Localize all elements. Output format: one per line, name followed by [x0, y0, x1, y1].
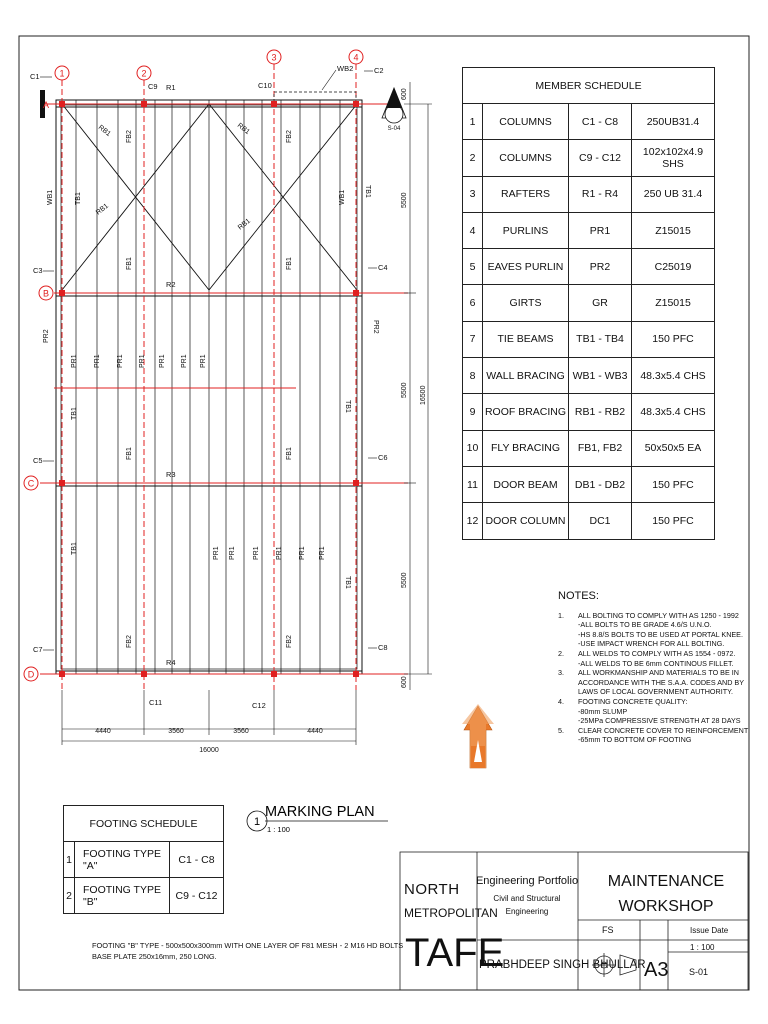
- label-rb1-4: RB1: [236, 217, 252, 232]
- table-row: [463, 176, 715, 212]
- table-row: [463, 466, 715, 502]
- department-line-2: Engineering: [505, 907, 549, 916]
- member-name: DOOR COLUMN: [483, 503, 569, 539]
- bottom-dimension-lines: [62, 690, 356, 745]
- label-pr1-6: PR1: [181, 354, 188, 368]
- note-line: FOOTING CONCRETE QUALITY:: [578, 696, 688, 706]
- member-name: DOOR BEAM: [483, 466, 569, 502]
- table-row: [463, 140, 715, 176]
- note-number: 2.: [558, 648, 564, 658]
- member-name: WALL BRACING: [483, 358, 569, 394]
- org-name-tafe: TAFE: [405, 931, 505, 975]
- row-number: 6: [463, 285, 483, 321]
- note-item: [558, 668, 748, 697]
- label-pr1-4: PR1: [139, 354, 146, 368]
- member-mark: C9 - C12: [569, 140, 632, 176]
- member-name: RAFTERS: [483, 176, 569, 212]
- note-item: [558, 611, 748, 649]
- note-line: CLEAR CONCRETE COVER TO REINFORCEMENT: [578, 725, 749, 735]
- label-wb1-right: WB1: [339, 189, 346, 205]
- note-line: ALL WORKMANSHIP AND MATERIALS TO BE IN: [578, 668, 739, 678]
- grid-letter-c: C: [27, 478, 35, 489]
- member-mark: GR: [569, 285, 632, 321]
- label-fb1-1: FB1: [126, 257, 133, 270]
- member-size: C25019: [632, 249, 715, 285]
- row-number: 2: [463, 140, 483, 176]
- rafter-label-r2: R2: [166, 280, 176, 289]
- grid-bubbles-numbers: [55, 50, 363, 80]
- rafter-label-r4: R4: [166, 658, 176, 667]
- wall-bracing-wb2: [274, 92, 356, 100]
- member-name: COLUMNS: [483, 140, 569, 176]
- department-line-1: Civil and Structural: [493, 894, 561, 903]
- note-line: -65mm TO BOTTOM OF FOOTING: [578, 735, 692, 745]
- portfolio-title: Engineering Portfolio: [475, 875, 579, 887]
- label-pr1-10: PR1: [253, 546, 260, 560]
- member-schedule-table: [462, 67, 715, 540]
- dim-right-total: 16500: [420, 385, 427, 405]
- row-number: 8: [463, 358, 483, 394]
- drawn-by: PRABHDEEP SINGH BHULLAR: [479, 959, 646, 971]
- member-name: PURLINS: [483, 212, 569, 248]
- member-size: 102x102x4.9 SHS: [632, 140, 715, 176]
- note-item: [558, 697, 748, 726]
- note-number: 3.: [558, 668, 564, 678]
- marking-plan: [24, 50, 432, 754]
- note-number: 1.: [558, 610, 564, 620]
- label-pr2-left: PR2: [43, 329, 50, 343]
- dim-bottom-1: 4440: [95, 728, 111, 735]
- table-row: [463, 358, 715, 394]
- grid-number-2: 2: [141, 68, 147, 79]
- label-wb2: WB2: [337, 64, 354, 73]
- row-number: 4: [463, 212, 483, 248]
- north-arrow: [462, 704, 494, 768]
- note-item: [558, 726, 748, 745]
- member-mark: PR1: [569, 212, 632, 248]
- label-pr1-1: PR1: [71, 354, 78, 368]
- label-pr1-8: PR1: [213, 546, 220, 560]
- footing-schedule-title: FOOTING SCHEDULE: [64, 806, 224, 842]
- member-name: FLY BRACING: [483, 430, 569, 466]
- column-label-c4: C4: [378, 263, 388, 272]
- member-name: COLUMNS: [483, 104, 569, 140]
- grid-number-1: 1: [59, 68, 65, 79]
- row-number: 12: [463, 503, 483, 539]
- dim-bottom-total: 16000: [199, 747, 219, 754]
- footing-note: [92, 940, 403, 962]
- label-pr1-13: PR1: [319, 546, 326, 560]
- table-row: [463, 430, 715, 466]
- member-mark: DC1: [569, 503, 632, 539]
- column-label-c7: C7: [33, 645, 43, 654]
- label-pr1-11: PR1: [276, 546, 283, 560]
- note-line: -ALL BOLTS TO BE GRADE 4.6/S U.N.O.: [578, 620, 712, 630]
- dim-right-4: 5500: [401, 572, 408, 588]
- footing-columns: C9 - C12: [170, 878, 224, 914]
- member-size: 150 PFC: [632, 466, 715, 502]
- label-tb1-low-right: TB1: [344, 576, 351, 589]
- member-size: 150 PFC: [632, 321, 715, 357]
- grid-letter-a: A: [42, 100, 50, 110]
- dim-right-2: 5500: [401, 192, 408, 208]
- row-number: 1: [64, 842, 75, 878]
- org-name-north: NORTH: [404, 881, 460, 898]
- label-fb2-top-2: FB2: [286, 130, 293, 143]
- row-number: 9: [463, 394, 483, 430]
- label-fb1-2: FB1: [286, 257, 293, 270]
- member-mark: PR2: [569, 249, 632, 285]
- table-row: [463, 249, 715, 285]
- label-rb1-1: RB1: [96, 124, 112, 138]
- member-size: 48.3x5.4 CHS: [632, 394, 715, 430]
- row-number: 2: [64, 878, 75, 914]
- column-label-c11: C11: [149, 698, 163, 707]
- footing-note-line: FOOTING "B" TYPE - 500x500x300mm WITH ONE LAYER OF F81 MESH - 2 M16 HD BOLTS: [92, 941, 404, 950]
- label-rb1-2: RB1: [94, 202, 110, 217]
- dim-right-3: 5500: [401, 382, 408, 398]
- row-number: 7: [463, 321, 483, 357]
- label-rb1-3: RB1: [235, 122, 251, 136]
- note-line: -25MPa COMPRESSIVE STRENGTH AT 28 DAYS: [578, 716, 741, 726]
- grid-number-3: 3: [271, 52, 277, 63]
- member-mark: WB1 - WB3: [569, 358, 632, 394]
- column-label-c1: C1: [30, 72, 40, 81]
- note-line: -HS 8.8/S BOLTS TO BE USED AT PORTAL KNEE.: [578, 629, 743, 639]
- member-mark: C1 - C8: [569, 104, 632, 140]
- grid-lines-horizontal: [40, 104, 408, 674]
- label-tb1-mid-right: TB1: [344, 400, 351, 413]
- note-line: ALL BOLTING TO COMPLY WITH AS 1250 - 1992: [578, 610, 739, 620]
- label-fb1-4: FB1: [286, 447, 293, 460]
- table-row: [463, 285, 715, 321]
- dim-right-5: 600: [401, 676, 408, 688]
- label-fb2-top-1: FB2: [126, 130, 133, 143]
- note-line: ACCORDANCE WITH THE S.A.A. CODES AND BY: [578, 677, 745, 687]
- member-mark: RB1 - RB2: [569, 394, 632, 430]
- grid-letter-b: B: [42, 288, 50, 299]
- table-row: [463, 212, 715, 248]
- note-line: LAWS OF LOCAL GOVERNMENT AUTHORITY.: [578, 687, 733, 697]
- grid-number-4: 4: [353, 52, 359, 63]
- member-mark: R1 - R4: [569, 176, 632, 212]
- footing-type: FOOTING TYPE "B": [75, 878, 170, 914]
- dim-bottom-2: 3560: [168, 728, 184, 735]
- table-row: [463, 394, 715, 430]
- member-size: 250 UB 31.4: [632, 176, 715, 212]
- table-row: [64, 878, 224, 914]
- column-label-c10: C10: [258, 81, 272, 90]
- drawing-title-line-1: MAINTENANCE: [607, 873, 725, 890]
- drawing-number: S-01: [689, 967, 709, 977]
- member-name: TIE BEAMS: [483, 321, 569, 357]
- title-scale: 1 : 100: [690, 943, 715, 952]
- table-row: [463, 104, 715, 140]
- member-size: 250UB31.4: [632, 104, 715, 140]
- table-row: [463, 321, 715, 357]
- issue-date-label: Issue Date: [690, 926, 729, 935]
- label-pr1-3: PR1: [117, 354, 124, 368]
- table-row: [463, 503, 715, 539]
- member-size: Z15015: [632, 285, 715, 321]
- member-size: 150 PFC: [632, 503, 715, 539]
- note-line: -USE IMPACT WRENCH FOR ALL BOLTING.: [578, 639, 725, 649]
- checked-initials: FS: [602, 925, 614, 935]
- label-pr1-7: PR1: [200, 354, 207, 368]
- footing-schedule-table: [63, 805, 224, 914]
- footing-columns: C1 - C8: [170, 842, 224, 878]
- member-size: Z15015: [632, 212, 715, 248]
- sheet-size: A3: [644, 959, 669, 981]
- note-item: [558, 649, 748, 668]
- dim-bottom-3: 3560: [233, 728, 249, 735]
- column-label-c8: C8: [378, 643, 388, 652]
- label-tb1-mid-left: TB1: [71, 407, 78, 420]
- rafter-label-r1: R1: [166, 83, 176, 92]
- note-line: -80mm SLUMP: [578, 706, 628, 716]
- label-fb2-bottom-2: FB2: [286, 635, 293, 648]
- label-pr2-right: PR2: [372, 320, 379, 334]
- right-dimension-lines: [404, 82, 432, 690]
- view-title: MARKING PLAN: [265, 804, 375, 820]
- note-line: ALL WELDS TO COMPLY WITH AS 1554 - 0972.: [578, 648, 736, 658]
- row-number: 1: [463, 104, 483, 140]
- purlin-lines: [76, 100, 340, 674]
- view-scale: 1 : 100: [267, 825, 290, 834]
- column-label-c5: C5: [33, 456, 43, 465]
- column-label-c12: C12: [252, 701, 266, 710]
- general-notes: [558, 592, 748, 745]
- member-schedule-title: MEMBER SCHEDULE: [463, 68, 715, 104]
- column-label-c6: C6: [378, 453, 388, 462]
- drawing-title-line-2: WORKSHOP: [618, 898, 714, 915]
- label-wb1-left: WB1: [47, 189, 54, 205]
- view-number: 1: [253, 816, 261, 828]
- label-pr1-12: PR1: [299, 546, 306, 560]
- member-size: 48.3x5.4 CHS: [632, 358, 715, 394]
- label-tb1-top-left: TB1: [75, 192, 82, 205]
- row-number: 11: [463, 466, 483, 502]
- column-label-c3: C3: [33, 266, 43, 275]
- notes-title: NOTES:: [558, 590, 599, 602]
- dim-bottom-4: 4440: [307, 728, 323, 735]
- section-ref: S-04: [387, 126, 401, 132]
- table-row: [64, 842, 224, 878]
- row-number: 5: [463, 249, 483, 285]
- org-name-metropolitan: METROPOLITAN: [404, 906, 498, 920]
- label-tb1-low-left: TB1: [71, 542, 78, 555]
- row-number: 3: [463, 176, 483, 212]
- footing-type: FOOTING TYPE "A": [75, 842, 170, 878]
- label-tb1-top-right: TB1: [364, 185, 371, 198]
- note-line: -ALL WELDS TO BE 6mm CONTINOUS FILLET.: [578, 658, 734, 668]
- member-name: GIRTS: [483, 285, 569, 321]
- grid-letter-d: D: [27, 669, 35, 680]
- footing-note-line: BASE PLATE 250x16mm, 250 LONG.: [92, 952, 217, 961]
- member-mark: TB1 - TB4: [569, 321, 632, 357]
- member-mark: DB1 - DB2: [569, 466, 632, 502]
- member-name: ROOF BRACING: [483, 394, 569, 430]
- label-fb1-3: FB1: [126, 447, 133, 460]
- dim-right-1: 600: [401, 88, 408, 100]
- label-fb2-bottom-1: FB2: [126, 635, 133, 648]
- column-label-c2: C2: [374, 66, 384, 75]
- note-number: 4.: [558, 696, 564, 706]
- note-number: 5.: [558, 725, 564, 735]
- member-size: 50x50x5 EA: [632, 430, 715, 466]
- label-pr1-9: PR1: [229, 546, 236, 560]
- rafter-label-r3: R3: [166, 470, 176, 479]
- row-number: 10: [463, 430, 483, 466]
- member-mark: FB1, FB2: [569, 430, 632, 466]
- member-name: EAVES PURLIN: [483, 249, 569, 285]
- column-label-c9: C9: [148, 82, 158, 91]
- label-pr1-2: PR1: [94, 354, 101, 368]
- label-pr1-5: PR1: [159, 354, 166, 368]
